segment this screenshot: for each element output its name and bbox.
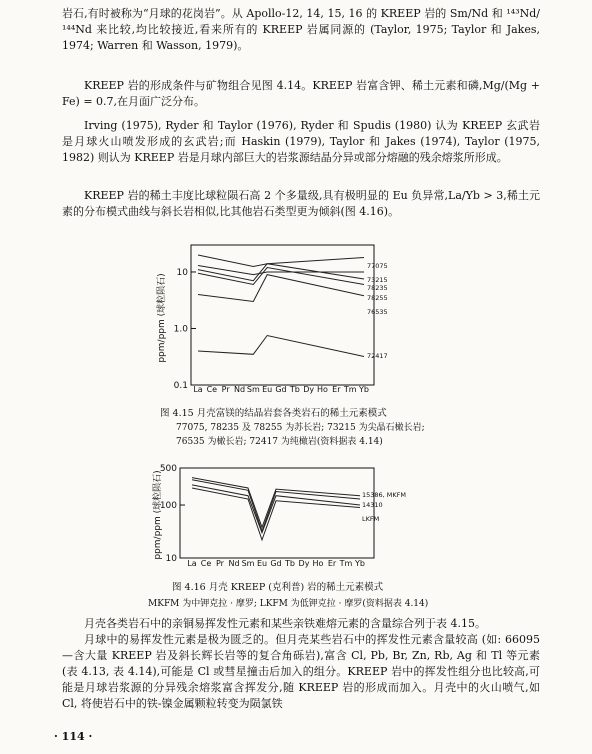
x-tick-label: Ce <box>206 385 218 394</box>
series-line-14310 <box>192 485 360 533</box>
series-line-78255 <box>198 268 364 285</box>
chart-4-15-frame <box>191 245 374 385</box>
chart-4-15-ylabel: ppm/ppm (球粒陨石) <box>157 273 167 363</box>
series-line-72417 <box>198 336 364 357</box>
x-tick-label: Ce <box>200 559 212 568</box>
x-tick-label: Ho <box>312 559 324 568</box>
series-label-76535: 76535 <box>367 308 388 316</box>
y-tick-label: 100 <box>159 501 177 512</box>
x-tick-label: Sm <box>241 559 255 568</box>
y-tick-label: 1.0 <box>173 324 188 335</box>
paragraph-3: Irving (1975), Ryder 和 Taylor (1976), Ryder 和 Spudis (1980) 认为 KREEP 玄武岩是月球火山喷发形成的玄武岩;而 Haskin (1979), Taylor 和 Jakes (1974), Taylor (1975, 1982) 则认为 KREEP 岩是月球内部巨大的岩浆源结晶分异或部分熔融的残余熔浆所形成。 <box>62 119 540 164</box>
x-tick-label: Tb <box>289 385 300 394</box>
fig-4-15-caption-line3: 76535 为橄长岩; 72417 为纯橄岩(资料据表 4.14) <box>176 437 383 447</box>
series-line-76535 <box>198 275 364 302</box>
x-tick-label: Dy <box>298 559 310 568</box>
x-tick-label: Tm <box>343 385 357 394</box>
x-tick-label: Gd <box>275 385 287 394</box>
series-label-78235: 78235 <box>367 284 388 292</box>
x-tick-label: Pr <box>216 559 224 568</box>
series-label-73215: 73215 <box>367 276 388 284</box>
paragraph-2: KREEP 岩的形成条件与矿物组合见图 4.14。KREEP 岩富含钾、稀土元素和磷,Mg/(Mg + Fe) = 0.7,在月面广泛分布。 <box>62 79 540 108</box>
series-label: 15386, MKFM <box>362 491 407 499</box>
x-tick-label: Ho <box>317 385 328 394</box>
y-tick-label: 10 <box>176 267 188 278</box>
x-tick-label: Er <box>332 385 341 394</box>
fig-4-15-caption-title: 图 4.15 月壳富镁的结晶岩套各类岩石的稀土元素模式 <box>160 408 387 419</box>
x-tick-label: Yb <box>355 559 365 568</box>
x-tick-label: Yb <box>359 385 369 394</box>
x-tick-label: Nd <box>233 385 246 394</box>
x-tick-label: Tb <box>285 559 295 568</box>
fig-4-15-caption-line2: 77075, 78235 及 78255 为苏长岩; 73215 为尖晶石橄长岩; <box>176 423 425 433</box>
series-label: LKFM <box>362 515 380 523</box>
x-tick-label: Sm <box>246 385 260 394</box>
series-line-77075 <box>198 255 364 267</box>
chart-4-16-frame <box>180 468 374 558</box>
paragraph-6: 月球中的易挥发性元素是极为匮乏的。但月壳某些岩石中的挥发性元素含量较高 (如: 66095—含大量 KREEP 岩及斜长辉长岩等的复合角砾岩),富含 Cl, Pb, Br, Zn, Rb, Ag 和 Tl 等元素 (表 4.13, 表 4.14),可能是 Cl 或彗星撞击后加入的组分。KREEP 岩中的挥发性组分也比较高,可能是月球岩浆源的分异残余熔浆富含挥发分,随 KREEP 岩的形成而加入。月壳中的火山喷气,如 Cl, 将使岩石中的铁-镍金属颗粒转变为陨氯铁 <box>62 633 540 710</box>
series-label-77075: 77075 <box>367 262 388 270</box>
series-label-72417: 72417 <box>367 352 388 360</box>
paragraph-4: KREEP 岩的稀土丰度比球粒陨石高 2 个多量级,具有极明显的 Eu 负异常,La/Yb > 3,稀土元素的分布模式曲线与斜长岩相似,比其他岩石类型更为倾斜(图 4.16)。 <box>62 189 540 218</box>
x-tick-label: Dy <box>303 385 315 394</box>
series-label-78255: 78255 <box>367 294 388 302</box>
page-number: · 114 · <box>54 730 93 743</box>
series-line-lkfm <box>192 488 360 540</box>
x-tick-label: Eu <box>256 559 268 568</box>
x-tick-label: Tm <box>339 559 353 568</box>
y-tick-label: 10 <box>165 554 177 564</box>
series-line-73215 <box>198 266 364 275</box>
y-tick-label: 500 <box>159 464 177 474</box>
x-tick-label: La <box>187 559 197 568</box>
series-line-mkfm <box>192 480 360 531</box>
fig-4-16-caption-line2: MKFM 为中钾克拉 · 摩罗; LKFM 为低钾克拉 · 摩罗(资料据表 4.14) <box>148 599 429 609</box>
x-tick-label: Pr <box>221 385 230 394</box>
paragraph-1: 岩石,有时被称为“月球的花岗岩”。从 Apollo-12, 14, 15, 16 的 KREEP 岩的 Sm/Nd 和 ¹⁴³Nd/¹⁴⁴Nd 来比较,均比较接近,看来所有的 KREEP 岩属同源的 (Taylor, 1975; Taylor 和 Jakes, 1974; Warren 和 Wasson, 1979)。 <box>62 7 540 52</box>
paragraph-5: 月壳各类岩石中的亲铜易挥发性元素和某些亲铁难熔元素的含量综合列于表 4.15。 <box>84 617 486 630</box>
x-tick-label: Nd <box>228 559 240 568</box>
chart-4-16-ylabel: ppm/ppm (球粒陨石) <box>153 470 163 560</box>
x-tick-label: Gd <box>270 559 282 568</box>
y-tick-label: 0.1 <box>173 381 188 391</box>
x-tick-label: La <box>193 385 203 394</box>
fig-4-16-caption-title: 图 4.16 月壳 KREEP (克利普) 岩的稀土元素模式 <box>172 582 384 593</box>
series-line-15386 <box>192 478 360 528</box>
series-line-78235 <box>198 264 364 281</box>
x-tick-label: Er <box>327 559 337 568</box>
series-label: 14310 <box>362 501 383 509</box>
x-tick-label: Eu <box>262 385 273 394</box>
